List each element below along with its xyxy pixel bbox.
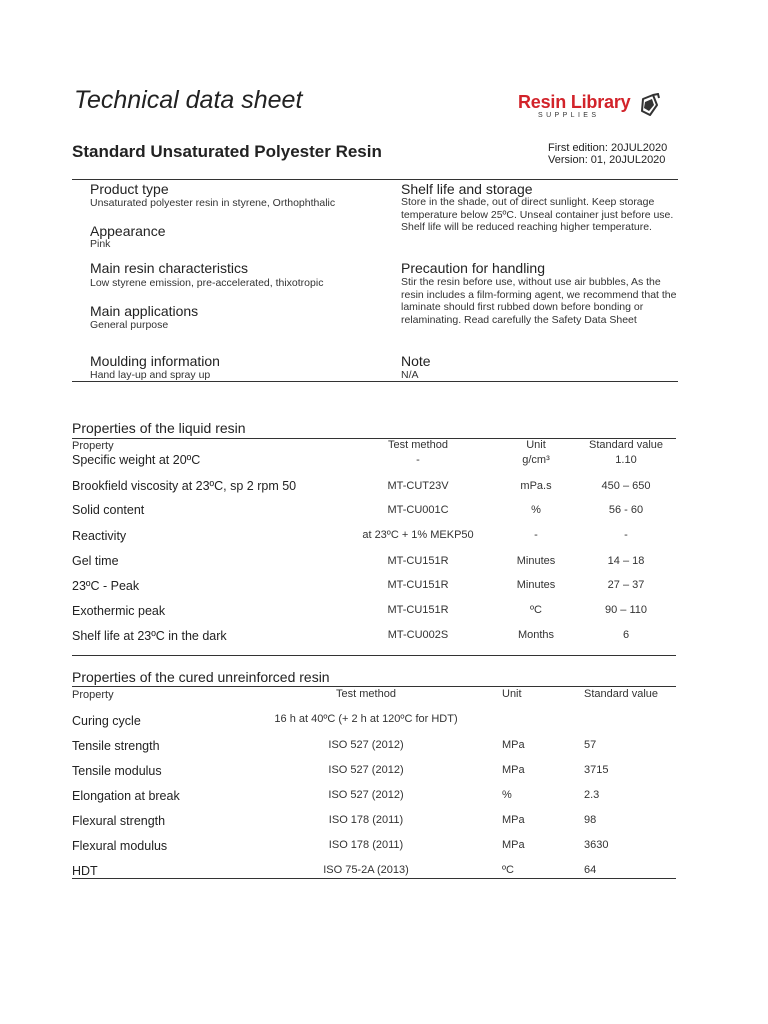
table-cell-test-method: ISO 527 (2012)	[328, 739, 404, 751]
table-cell-unit: MPa	[502, 814, 525, 826]
table-cell-value: 56 - 60	[608, 504, 644, 516]
table-cell-unit: Months	[517, 629, 555, 641]
note-value: N/A	[401, 369, 419, 381]
col-header-property: Property	[72, 440, 114, 452]
table-cell-property: Specific weight at 20ºC	[72, 453, 201, 467]
table-cell-value: 6	[622, 629, 630, 641]
logo-subtitle: SUPPLIES	[538, 112, 600, 119]
table-cell-value: 90 – 110	[604, 604, 648, 616]
characteristics-value: Low styrene emission, pre-accelerated, thixotropic	[90, 277, 324, 289]
table-cell-test-method: -	[416, 454, 420, 466]
appearance-heading: Appearance	[90, 223, 166, 239]
table-cell-property: Brookfield viscosity at 23ºC, sp 2 rpm 50	[72, 479, 297, 493]
table-cell-property: Tensile strength	[72, 739, 160, 753]
table-cell-unit: MPa	[502, 764, 525, 776]
table-cell-property: Exothermic peak	[72, 604, 166, 618]
table-cell-property: HDT	[72, 864, 98, 878]
table-cell-unit: MPa	[502, 839, 525, 851]
table-cell-test-method: ISO 75-2A (2013)	[323, 864, 409, 876]
col-header-test-method: Test method	[336, 688, 396, 700]
divider	[72, 438, 676, 439]
table-cell-value: 14 – 18	[607, 555, 645, 567]
characteristics-heading: Main resin characteristics	[90, 260, 248, 276]
liquid-section-title: Properties of the liquid resin	[72, 420, 246, 436]
divider	[72, 179, 678, 180]
product-name: Standard Unsaturated Polyester Resin	[72, 142, 382, 161]
table-cell-value: 2.3	[584, 789, 600, 801]
table-cell-value: 450 – 650	[601, 480, 651, 492]
table-cell-value: 98	[584, 814, 597, 826]
table-cell-value: 64	[584, 864, 597, 876]
col-header-test-method: Test method	[388, 439, 448, 451]
table-cell-unit: ºC	[530, 604, 542, 616]
table-cell-test-method: ISO 178 (2011)	[328, 839, 404, 851]
table-cell-test-method: ISO 178 (2011)	[328, 814, 404, 826]
table-cell-value: -	[624, 529, 628, 541]
table-cell-unit: ºC	[502, 864, 514, 876]
table-cell-unit: -	[534, 529, 538, 541]
product-type-value: Unsaturated polyester resin in styrene, Orthophthalic	[90, 197, 336, 209]
brand-logo	[518, 92, 668, 126]
table-cell-test-method: MT-CU151R	[387, 555, 449, 567]
table-cell-unit: %	[502, 789, 512, 801]
table-cell-test-method: MT-CU151R	[387, 604, 449, 616]
table-cell-test-method: 16 h at 40ºC (+ 2 h at 120ºC for HDT)	[274, 713, 458, 725]
table-cell-value: 57	[584, 739, 597, 751]
handling-heading: Precaution for handling	[401, 260, 545, 276]
table-cell-property: Gel time	[72, 554, 119, 568]
table-cell-property: Flexural strength	[72, 814, 166, 828]
divider	[72, 878, 676, 879]
applications-value: General purpose	[90, 319, 169, 331]
handling-value: Stir the resin before use, without use air bubbles, As the resin includes a film-forming agent, we recommend that the laminate should first rubbed down before bonding or relaminating. Read carefully the Safety Data Sheet	[401, 276, 677, 326]
col-header-unit: Unit	[502, 688, 522, 700]
table-cell-test-method: MT-CU151R	[387, 579, 449, 591]
table-cell-unit: Minutes	[516, 579, 556, 591]
table-cell-test-method: at 23ºC + 1% MEKP50	[362, 529, 474, 541]
table-cell-value: 3630	[584, 839, 609, 851]
table-cell-property: Elongation at break	[72, 789, 180, 803]
cured-section-title: Properties of the cured unreinforced resin	[72, 669, 330, 685]
table-cell-unit: Minutes	[516, 555, 556, 567]
table-cell-property: 23ºC - Peak	[72, 579, 140, 593]
applications-heading: Main applications	[90, 303, 199, 319]
table-cell-property: Flexural modulus	[72, 839, 168, 853]
table-cell-test-method: MT-CU002S	[387, 629, 449, 641]
divider	[72, 686, 676, 687]
table-cell-test-method: MT-CU001C	[387, 504, 449, 516]
col-header-unit: Unit	[526, 439, 546, 451]
table-cell-unit: g/cm³	[522, 454, 550, 466]
note-heading: Note	[401, 353, 431, 369]
table-cell-value: 1.10	[615, 454, 637, 466]
edition-info	[548, 142, 667, 166]
table-cell-test-method: ISO 527 (2012)	[328, 764, 404, 776]
page-title: Technical data sheet	[74, 86, 303, 114]
table-cell-unit: %	[531, 504, 541, 516]
version: Version: 01, 20JUL2020	[548, 154, 666, 166]
table-cell-test-method: ISO 527 (2012)	[328, 789, 404, 801]
table-cell-property: Tensile modulus	[72, 764, 162, 778]
shelf-life-heading: Shelf life and storage	[401, 181, 533, 197]
table-cell-property: Curing cycle	[72, 714, 141, 728]
moulding-value: Hand lay-up and spray up	[90, 369, 211, 381]
table-cell-unit: MPa	[502, 739, 525, 751]
divider	[72, 655, 676, 656]
table-cell-value: 3715	[584, 764, 609, 776]
table-cell-property: Shelf life at 23ºC in the dark	[72, 629, 227, 643]
table-cell-value: 27 – 37	[607, 579, 645, 591]
divider	[72, 381, 678, 382]
table-cell-property: Reactivity	[72, 529, 127, 543]
appearance-value: Pink	[90, 238, 111, 250]
table-cell-test-method: MT-CUT23V	[387, 480, 449, 492]
logo-text: Resin Library	[518, 92, 631, 112]
col-header-property: Property	[72, 689, 114, 701]
table-cell-property: Solid content	[72, 503, 145, 517]
resin-bottle-icon	[639, 93, 661, 117]
shelf-life-value: Store in the shade, out of direct sunlight. Keep storage temperature below 25ºC. Unseal container just before use. Shelf life will be reduced reaching higher temperature.	[401, 196, 674, 234]
table-cell-unit: mPa.s	[520, 480, 552, 492]
col-header-standard-value: Standard value	[584, 688, 658, 700]
first-edition: First edition: 20JUL2020	[548, 142, 668, 154]
col-header-standard-value: Standard value	[589, 439, 663, 451]
product-type-heading: Product type	[90, 181, 169, 197]
moulding-heading: Moulding information	[90, 353, 220, 369]
